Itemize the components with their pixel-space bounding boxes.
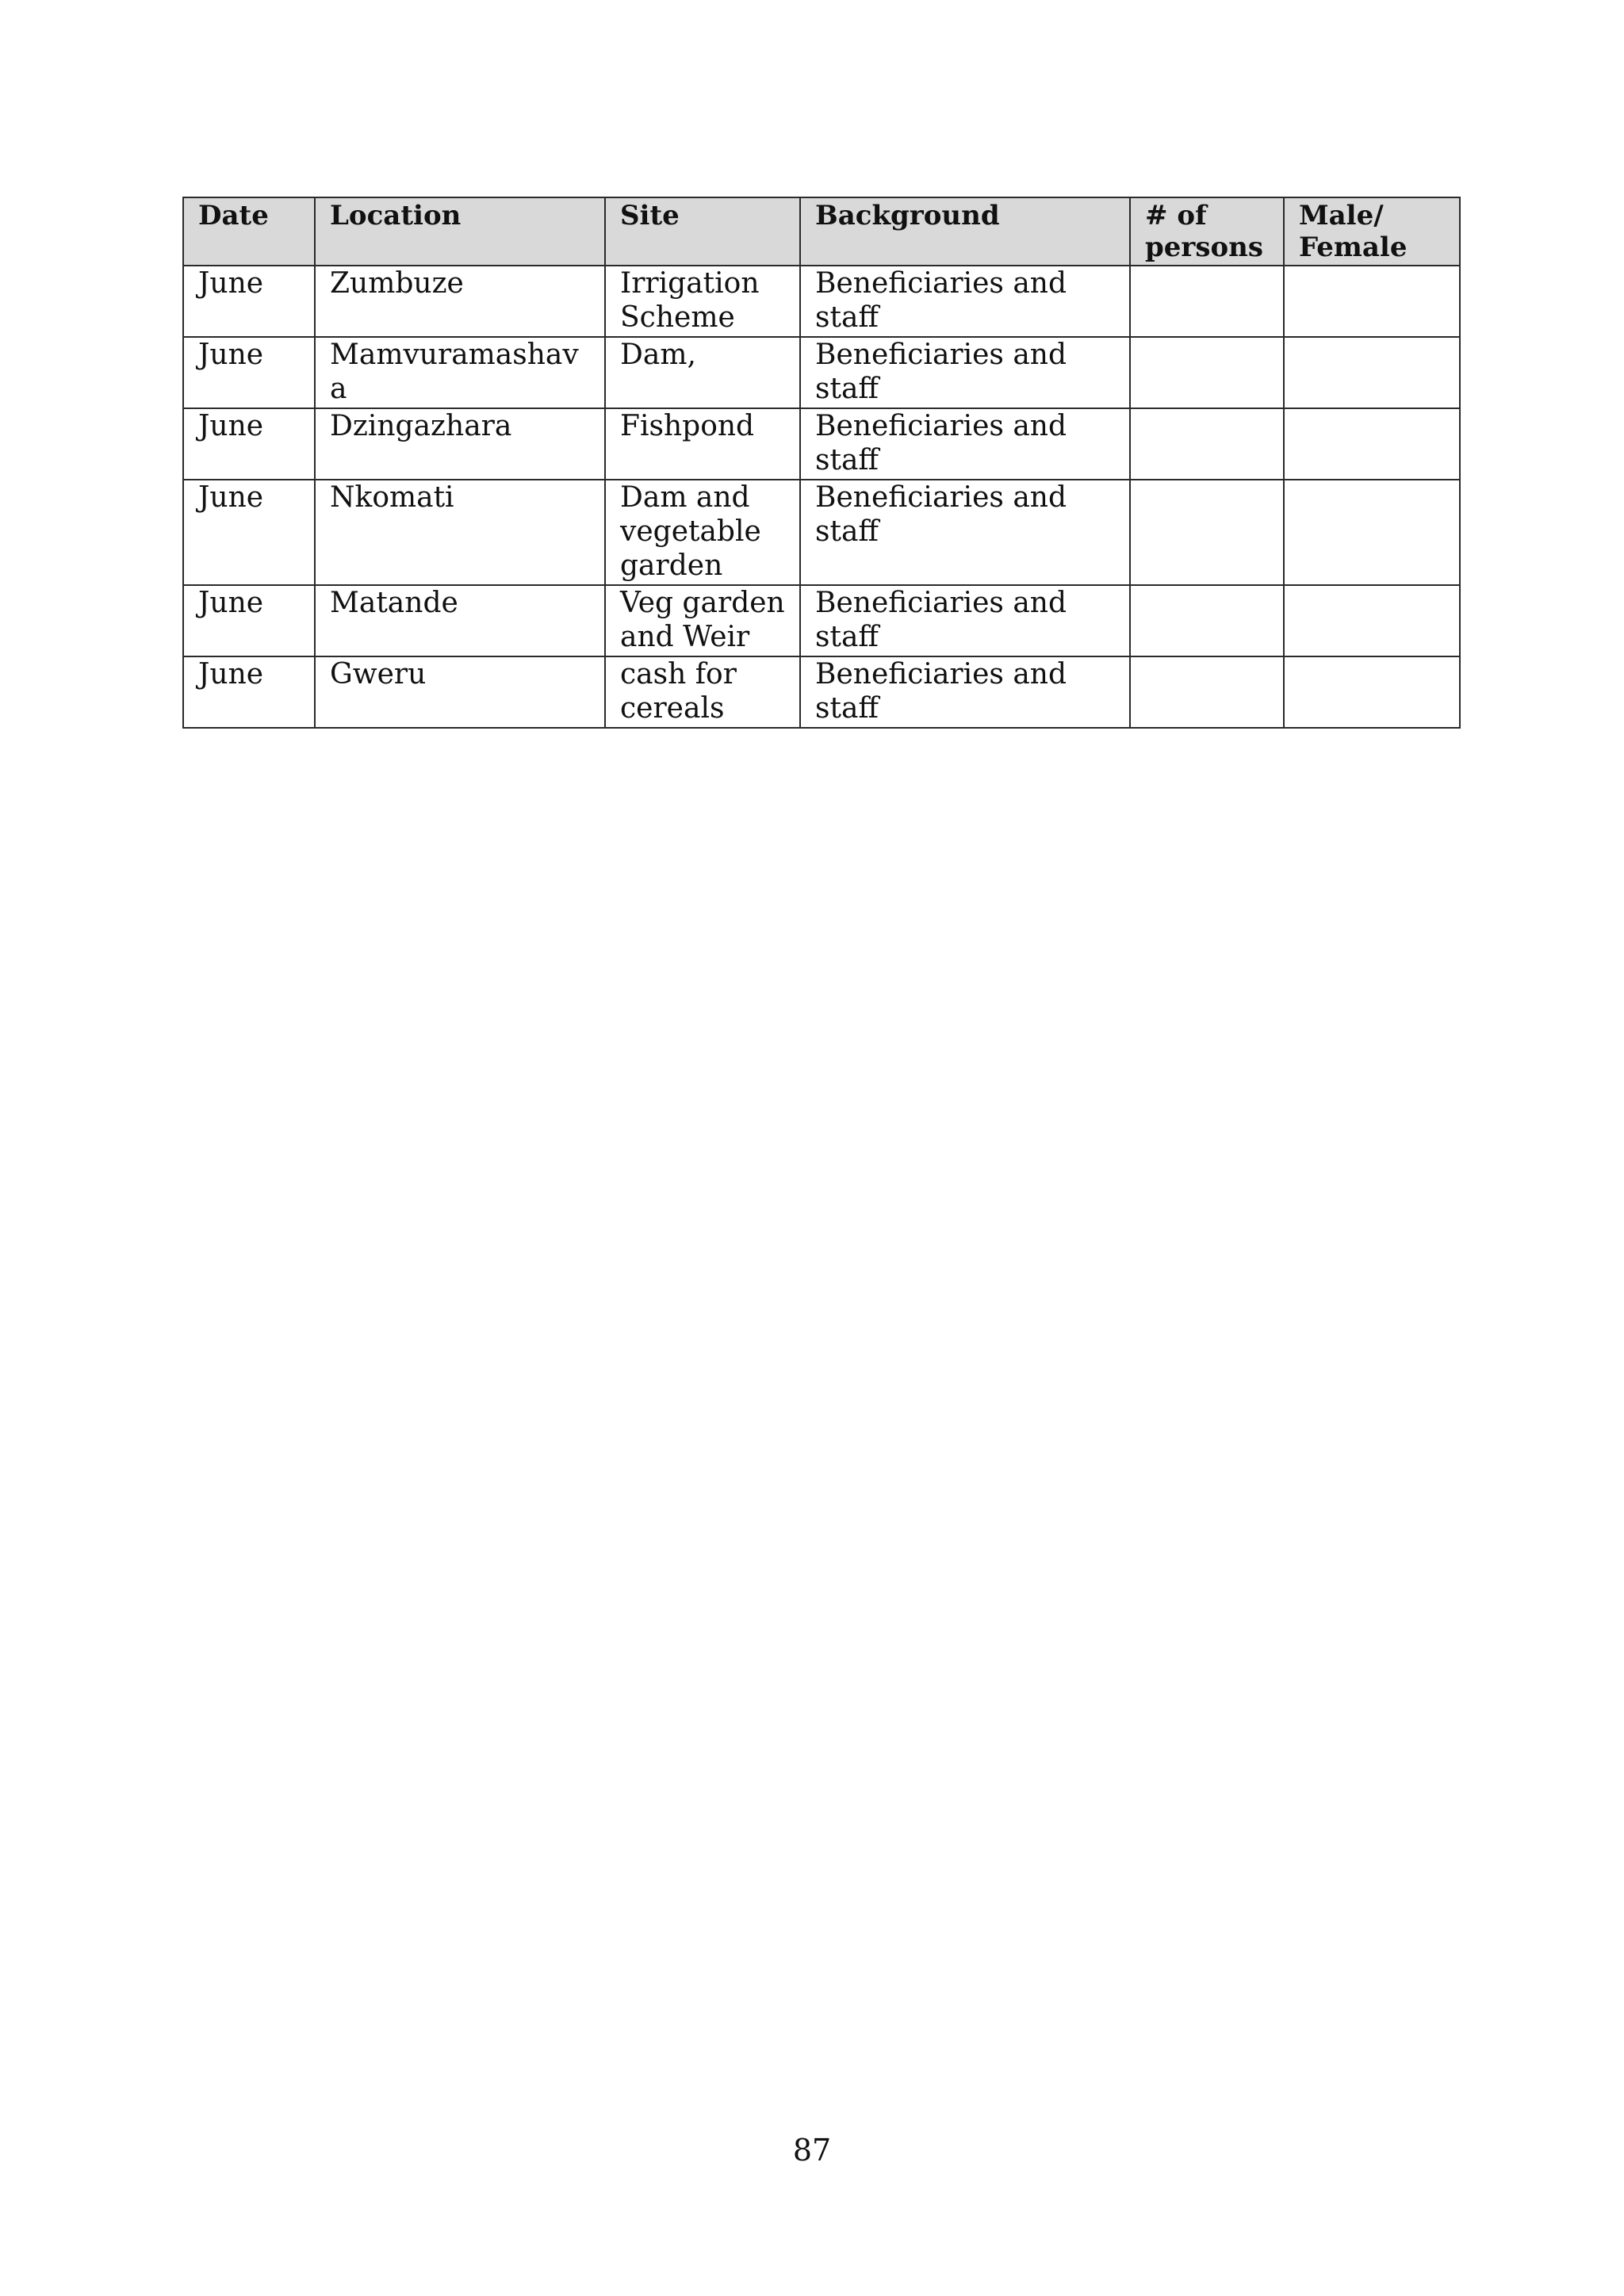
cell-background: Beneficiaries and staff xyxy=(800,656,1130,728)
cell-date: June xyxy=(183,408,315,480)
cell-location: Dzingazhara xyxy=(315,408,605,480)
cell-date: June xyxy=(183,585,315,656)
site-visits-table xyxy=(182,197,1461,729)
cell-male-female xyxy=(1284,480,1460,585)
cell-site: cash for cereals xyxy=(605,656,800,728)
table-row xyxy=(183,337,1460,408)
cell-location: Nkomati xyxy=(315,480,605,585)
cell-background: Beneficiaries and staff xyxy=(800,337,1130,408)
header-date: Date xyxy=(183,197,315,266)
cell-male-female xyxy=(1284,656,1460,728)
cell-persons xyxy=(1130,585,1284,656)
page-number: 87 xyxy=(792,2133,832,2168)
cell-site: Fishpond xyxy=(605,408,800,480)
cell-location: Mamvuramashava xyxy=(315,337,605,408)
cell-date: June xyxy=(183,480,315,585)
header-number-of-persons: # of persons xyxy=(1130,197,1284,266)
cell-date: June xyxy=(183,337,315,408)
table-row xyxy=(183,480,1460,585)
cell-persons xyxy=(1130,656,1284,728)
cell-site: Dam and vegetable garden xyxy=(605,480,800,585)
cell-location: Gweru xyxy=(315,656,605,728)
header-background: Background xyxy=(800,197,1130,266)
cell-persons xyxy=(1130,480,1284,585)
table-row xyxy=(183,408,1460,480)
cell-background: Beneficiaries and staff xyxy=(800,408,1130,480)
header-location: Location xyxy=(315,197,605,266)
cell-site: Dam, xyxy=(605,337,800,408)
cell-male-female xyxy=(1284,266,1460,337)
cell-site: Irrigation Scheme xyxy=(605,266,800,337)
cell-background: Beneficiaries and staff xyxy=(800,480,1130,585)
cell-location: Zumbuze xyxy=(315,266,605,337)
cell-background: Beneficiaries and staff xyxy=(800,585,1130,656)
cell-male-female xyxy=(1284,585,1460,656)
cell-male-female xyxy=(1284,408,1460,480)
header-male-female: Male/ Female xyxy=(1284,197,1460,266)
cell-persons xyxy=(1130,266,1284,337)
table-row xyxy=(183,266,1460,337)
table-row xyxy=(183,656,1460,728)
cell-persons xyxy=(1130,337,1284,408)
table-header-row xyxy=(183,197,1460,266)
cell-location: Matande xyxy=(315,585,605,656)
cell-background: Beneficiaries and staff xyxy=(800,266,1130,337)
header-site: Site xyxy=(605,197,800,266)
table-row xyxy=(183,585,1460,656)
cell-male-female xyxy=(1284,337,1460,408)
cell-date: June xyxy=(183,656,315,728)
cell-persons xyxy=(1130,408,1284,480)
cell-date: June xyxy=(183,266,315,337)
cell-site: Veg garden and Weir xyxy=(605,585,800,656)
